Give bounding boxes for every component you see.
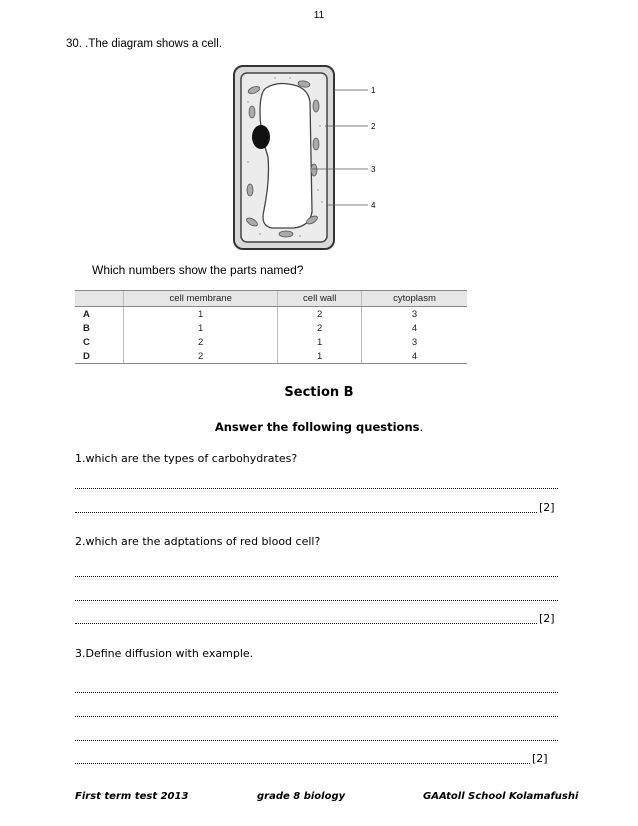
table-cell: 2 [278, 321, 362, 335]
section-title: Section B [284, 385, 354, 400]
answer-line[interactable] [75, 613, 537, 624]
footer-center: grade 8 biology [257, 791, 346, 802]
question-30-subprompt: Which numbers show the parts named? [92, 263, 304, 277]
table-cell: 2 [278, 307, 362, 322]
answer-line[interactable] [75, 706, 558, 717]
table-cell: 4 [361, 349, 467, 364]
diagram-label-1: 1 [371, 86, 376, 95]
table-header-row [75, 291, 467, 307]
answer-line[interactable] [75, 566, 558, 577]
table-row [75, 307, 467, 322]
footer-left: First term test 2013 [75, 791, 189, 802]
page-number: 11 [313, 10, 325, 21]
table-cell: 1 [124, 321, 278, 335]
table-row [75, 321, 467, 335]
question-1-text: 1.which are the types of carbohydrates? [75, 452, 298, 465]
option-label: D [75, 349, 124, 364]
table-cell: 4 [361, 321, 467, 335]
answer-line[interactable] [75, 682, 558, 693]
question-3-marks: [2] [532, 752, 548, 765]
table-row [75, 349, 467, 364]
option-label: C [83, 336, 90, 348]
answer-line[interactable] [75, 502, 537, 513]
diagram-label-2: 2 [371, 122, 376, 131]
table-cell: 3 [361, 307, 467, 322]
section-instruction [0, 420, 638, 434]
answer-line[interactable] [75, 590, 558, 601]
answer-options-table [75, 290, 467, 364]
table-cell: 2 [124, 335, 278, 349]
option-label: A [83, 308, 90, 320]
question-2-text: 2.which are the adptations of red blood cell? [75, 535, 321, 548]
diagram-label-4: 4 [371, 201, 376, 210]
answer-line[interactable] [75, 730, 558, 741]
table-header-cell-membrane: cell membrane [124, 291, 278, 307]
table-cell: 1 [124, 307, 278, 322]
question-2-marks: [2] [539, 612, 555, 625]
table-header-cell-wall: cell wall [278, 291, 362, 307]
table-cell: 2 [124, 349, 278, 364]
answer-line[interactable] [75, 478, 558, 489]
table-cell: 3 [361, 335, 467, 349]
table-cell: 1 [278, 349, 362, 364]
table-row [75, 335, 467, 349]
answer-line[interactable] [75, 753, 530, 764]
plant-cell-diagram [230, 62, 390, 257]
instruction-period: . [419, 420, 424, 434]
instruction-text: Answer the following questions [214, 420, 420, 434]
footer-right: GAAtoll School Kolamafushi [423, 791, 579, 802]
table-header-cytoplasm: cytoplasm [361, 291, 467, 307]
question-1-marks: [2] [539, 501, 555, 514]
question-30-prompt: 30. .The diagram shows a cell. [66, 38, 222, 50]
question-3-text: 3.Define diffusion with example. [75, 647, 254, 660]
option-label: B [83, 322, 90, 334]
table-header-option [75, 291, 124, 307]
table-cell: 1 [278, 335, 362, 349]
diagram-label-3: 3 [371, 165, 376, 174]
